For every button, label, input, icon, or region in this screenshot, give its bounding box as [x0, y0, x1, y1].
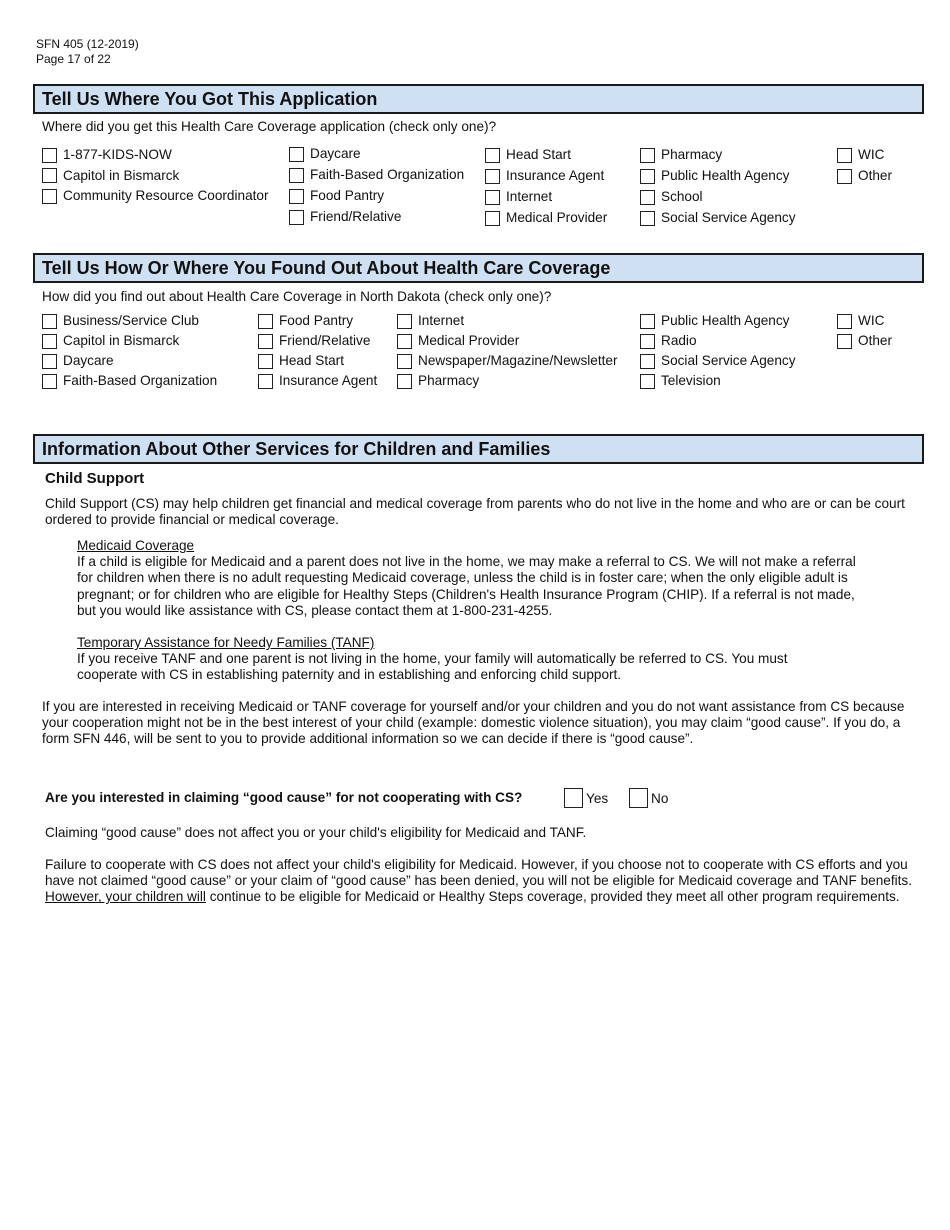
how-found-option-wic[interactable]: [837, 313, 884, 329]
how-found-checkbox-newspaper-magazine-newsletter[interactable]: [397, 354, 412, 369]
where-got-label-medical-provider: Medical Provider: [506, 210, 608, 225]
failure-text-part1: Failure to cooperate with CS does not affect your child's eligibility for Medicaid. However, if you choose not to cooperate with CS efforts and you have not claimed “good cause” or your claim of “good cause” has been denied, you will not be eligible for Medicaid coverage and TANF benefits.: [45, 857, 912, 889]
where-got-label-faith-based-organization: Faith-Based Organization: [310, 167, 465, 182]
where-got-checkbox-wic[interactable]: [837, 148, 852, 163]
where-got-label-1-877-kids-now: 1-877-KIDS-NOW: [63, 147, 172, 162]
where-got-label-capitol-in-bismarck: Capitol in Bismarck: [63, 167, 180, 183]
where-got-label-internet: Internet: [506, 189, 553, 204]
where-got-checkbox-insurance-agent[interactable]: [485, 169, 500, 184]
form-id: SFN 405 (12-2019): [36, 37, 139, 51]
how-found-option-faith-based-organization[interactable]: [42, 373, 217, 389]
where-got-label-head-start: Head Start: [506, 147, 571, 162]
how-found-checkbox-internet[interactable]: [397, 314, 412, 329]
where-got-label-friend-relative: Friend/Relative: [310, 209, 402, 224]
good-cause-no-checkbox[interactable]: [629, 788, 648, 808]
child-support-intro: Child Support (CS) may help children get financial and medical coverage from parents who do not live in the home and who are or can be court ordered to provide financial or medical coverage.: [45, 496, 905, 528]
child-support-heading: Child Support: [45, 470, 145, 487]
where-got-option-internet[interactable]: [485, 189, 552, 205]
how-found-option-public-health-agency[interactable]: [640, 313, 789, 329]
how-found-label-food-pantry: Food Pantry: [279, 313, 354, 328]
how-found-label-wic: WIC: [858, 313, 885, 328]
where-got-checkbox-friend-relative[interactable]: [289, 210, 304, 225]
where-got-option-community-resource-coordinator[interactable]: [42, 188, 269, 204]
where-got-label-school: School: [661, 189, 703, 204]
how-found-label-friend-relative: Friend/Relative: [279, 333, 371, 348]
how-found-option-newspaper-magazine-newsletter[interactable]: [397, 353, 617, 369]
where-got-label-daycare: Daycare: [310, 146, 361, 161]
where-got-option-1-877-kids-now[interactable]: [42, 147, 172, 163]
where-got-checkbox-social-service-agency[interactable]: [640, 211, 655, 226]
how-found-checkbox-public-health-agency[interactable]: [640, 314, 655, 329]
how-found-label-newspaper-magazine-newsletter: Newspaper/Magazine/Newsletter: [418, 353, 618, 368]
where-got-checkbox-community-resource-coordinator[interactable]: [42, 189, 57, 204]
good-cause-yes-option[interactable]: [564, 788, 608, 808]
how-found-checkbox-insurance-agent[interactable]: [258, 374, 273, 389]
how-found-option-friend-relative[interactable]: [258, 333, 370, 349]
how-found-option-food-pantry[interactable]: [258, 313, 353, 329]
where-got-checkbox-school[interactable]: [640, 190, 655, 205]
failure-to-cooperate-text: [45, 857, 913, 906]
how-found-label-insurance-agent: Insurance Agent: [279, 373, 378, 388]
how-found-label-radio: Radio: [661, 333, 697, 348]
how-found-label-daycare: Daycare: [63, 353, 114, 368]
how-found-checkbox-faith-based-organization[interactable]: [42, 374, 57, 389]
where-got-option-daycare[interactable]: [289, 146, 361, 162]
how-found-label-social-service-agency: Social Service Agency: [661, 353, 796, 368]
where-got-question: Where did you get this Health Care Coverage application (check only one)?: [42, 119, 497, 134]
how-found-checkbox-pharmacy[interactable]: [397, 374, 412, 389]
how-found-label-medical-provider: Medical Provider: [418, 333, 520, 348]
how-found-checkbox-business-service-club[interactable]: [42, 314, 57, 329]
where-got-option-insurance-agent[interactable]: [485, 168, 604, 184]
medicaid-coverage-block: [77, 538, 862, 619]
tanf-block: [77, 635, 837, 684]
where-got-option-other[interactable]: [837, 168, 892, 184]
how-found-option-other[interactable]: [837, 333, 892, 349]
section-how-found-out-header: Tell Us How Or Where You Found Out About Health Care Coverage: [33, 253, 924, 283]
how-found-option-pharmacy[interactable]: [397, 373, 479, 389]
where-got-label-public-health-agency: Public Health Agency: [661, 168, 790, 183]
good-cause-explanation: If you are interested in receiving Medicaid or TANF coverage for yourself and/or your children and you do not want assistance from CS because your cooperation might not be in the best interest of your child (example: domestic violence situation), you may claim “good cause”. If you do, a form SFN 446, will be sent to you to provide additional information so we can decide if there is “good cause”.: [42, 699, 905, 747]
how-found-option-head-start[interactable]: [258, 353, 344, 369]
medicaid-coverage-text: If a child is eligible for Medicaid and a parent does not live in the home, we may make a referral to CS. We will not make a referral for children when there is no adult requesting Medicaid coverage, unless the child is in foster care; when the only eligible adult is pregnant; or for children who are eligible for Healthy Steps (Children's Health Insurance Program (CHIP). If a referral is not made, but you would like assistance with CS, please contact them at 1-800-231-4255.: [77, 554, 856, 618]
where-got-option-food-pantry[interactable]: [289, 188, 384, 204]
how-found-label-pharmacy: Pharmacy: [418, 373, 480, 388]
where-got-option-school[interactable]: [640, 189, 703, 205]
tanf-text: If you receive TANF and one parent is not living in the home, your family will automatically be referred to CS. You must cooperate with CS in establishing paternity and in establishing and enforcing child support.: [77, 651, 788, 683]
how-found-option-business-service-club[interactable]: [42, 313, 199, 329]
how-found-label-head-start: Head Start: [279, 353, 344, 368]
how-found-checkbox-social-service-agency[interactable]: [640, 354, 655, 369]
where-got-checkbox-head-start[interactable]: [485, 148, 500, 163]
how-found-option-social-service-agency[interactable]: [640, 353, 796, 369]
how-found-checkbox-food-pantry[interactable]: [258, 314, 273, 329]
where-got-label-other: Other: [858, 168, 892, 183]
how-found-option-television[interactable]: [640, 373, 721, 389]
how-found-checkbox-capitol-in-bismarck[interactable]: [42, 334, 57, 349]
where-got-label-social-service-agency: Social Service Agency: [661, 210, 796, 225]
good-cause-no-label: No: [651, 790, 669, 806]
tanf-heading: Temporary Assistance for Needy Families (TANF): [77, 635, 375, 650]
where-got-option-wic[interactable]: [837, 147, 884, 163]
good-cause-claim-note: Claiming “good cause” does not affect you or your child's eligibility for Medicaid and TANF.: [45, 825, 587, 840]
how-found-checkbox-daycare[interactable]: [42, 354, 57, 369]
where-got-option-social-service-agency[interactable]: [640, 210, 796, 226]
how-found-question: How did you find out about Health Care Coverage in North Dakota (check only one)?: [42, 289, 552, 304]
good-cause-no-option[interactable]: [629, 788, 668, 808]
form-header: [36, 37, 139, 67]
how-found-label-television: Television: [661, 373, 721, 388]
where-got-checkbox-public-health-agency[interactable]: [640, 169, 655, 184]
where-got-checkbox-1-877-kids-now[interactable]: [42, 148, 57, 163]
medicaid-coverage-heading: Medicaid Coverage: [77, 538, 195, 553]
how-found-option-internet[interactable]: [397, 313, 464, 329]
how-found-checkbox-friend-relative[interactable]: [258, 334, 273, 349]
where-got-label-wic: WIC: [858, 147, 885, 162]
how-found-option-radio[interactable]: [640, 333, 697, 349]
how-found-option-insurance-agent[interactable]: [258, 373, 377, 389]
how-found-option-medical-provider[interactable]: [397, 333, 519, 349]
where-got-label-community-resource-coordinator: Community Resource Coordinator: [63, 188, 269, 203]
failure-text-part2: continue to be eligible for Medicaid or Healthy Steps coverage, provided they meet all other program requirements.: [205, 889, 900, 905]
where-got-option-public-health-agency[interactable]: [640, 168, 789, 184]
how-found-label-capitol-in-bismarck: Capitol in Bismarck: [63, 333, 180, 348]
how-found-label-business-service-club: Business/Service Club: [63, 313, 199, 328]
how-found-label-public-health-agency: Public Health Agency: [661, 313, 790, 328]
how-found-checkbox-radio[interactable]: [640, 334, 655, 349]
where-got-label-food-pantry: Food Pantry: [310, 188, 385, 203]
where-got-checkbox-daycare[interactable]: [289, 147, 304, 162]
where-got-checkbox-pharmacy[interactable]: [640, 148, 655, 163]
how-found-label-internet: Internet: [418, 313, 465, 328]
good-cause-yes-label: Yes: [586, 790, 609, 806]
how-found-option-daycare[interactable]: [42, 353, 114, 369]
section-other-services-header: Information About Other Services for Children and Families: [33, 434, 924, 464]
where-got-label-pharmacy: Pharmacy: [661, 147, 723, 162]
where-got-option-faith-based-organization[interactable]: [289, 167, 464, 183]
where-got-checkbox-other[interactable]: [837, 169, 852, 184]
where-got-option-friend-relative[interactable]: [289, 209, 401, 225]
where-got-label-insurance-agent: Insurance Agent: [506, 168, 605, 183]
how-found-checkbox-other[interactable]: [837, 334, 852, 349]
page-number: Page 17 of 22: [36, 52, 111, 66]
how-found-label-other: Other: [858, 333, 892, 348]
where-got-checkbox-food-pantry[interactable]: [289, 189, 304, 204]
how-found-checkbox-television[interactable]: [640, 374, 655, 389]
section-where-got-application-header: Tell Us Where You Got This Application: [33, 84, 924, 114]
how-found-label-faith-based-organization: Faith-Based Organization: [63, 373, 218, 388]
where-got-option-capitol-in-bismarck[interactable]: [42, 168, 179, 184]
where-got-option-medical-provider[interactable]: [485, 210, 607, 226]
failure-text-underlined: However, your children will: [45, 889, 206, 905]
good-cause-question: Are you interested in claiming “good cause” for not cooperating with CS?: [45, 790, 523, 805]
where-got-checkbox-faith-based-organization[interactable]: [289, 168, 304, 183]
how-found-checkbox-head-start[interactable]: [258, 354, 273, 369]
where-got-checkbox-medical-provider[interactable]: [485, 211, 500, 226]
how-found-option-capitol-in-bismarck[interactable]: [42, 333, 179, 349]
where-got-checkbox-capitol-in-bismarck[interactable]: [42, 168, 57, 183]
how-found-checkbox-medical-provider[interactable]: [397, 334, 412, 349]
good-cause-yes-checkbox[interactable]: [564, 788, 583, 808]
where-got-checkbox-internet[interactable]: [485, 190, 500, 205]
how-found-checkbox-wic[interactable]: [837, 314, 852, 329]
where-got-option-head-start[interactable]: [485, 147, 571, 163]
where-got-option-pharmacy[interactable]: [640, 147, 722, 163]
